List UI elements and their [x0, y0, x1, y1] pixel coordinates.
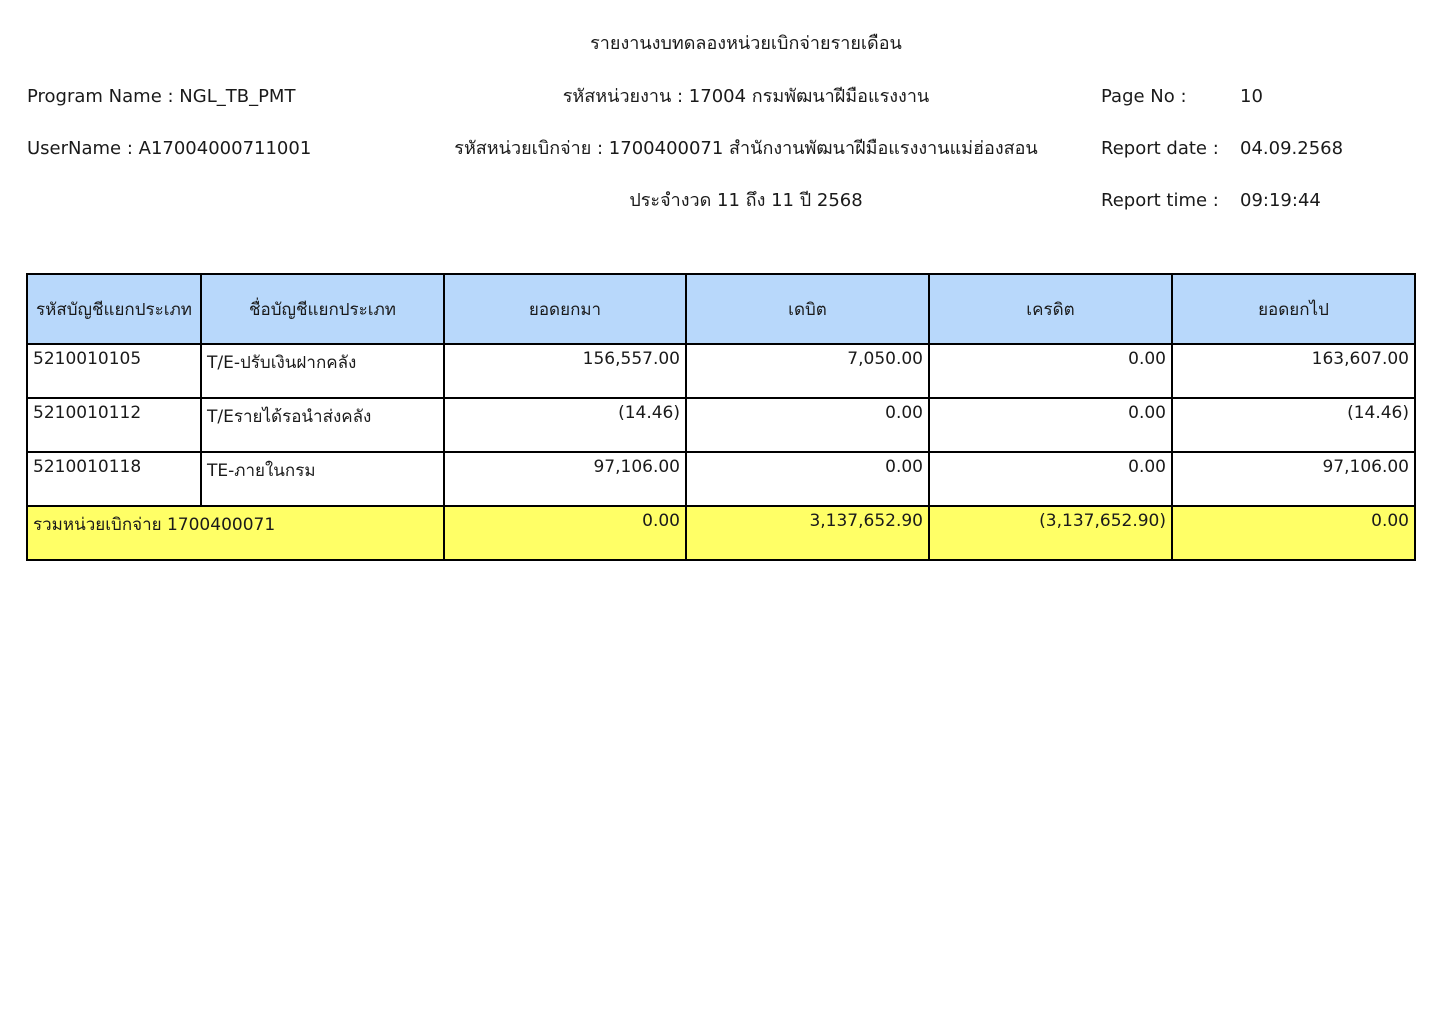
- column-header: เครดิต: [929, 274, 1172, 344]
- column-header: เดบิต: [686, 274, 929, 344]
- column-header: ยอดยกมา: [444, 274, 686, 344]
- debit-cell: 0.00: [686, 398, 929, 452]
- table-row: [27, 344, 1415, 398]
- period: ประจำงวด 11 ถึง 11 ปี 2568: [629, 190, 863, 211]
- account-name-cell: TE-ภายในกรม: [201, 452, 444, 506]
- account-name-cell: T/E-ปรับเงินฝากคลัง: [201, 344, 444, 398]
- report-title: รายงานงบทดลองหน่วยเบิกจ่ายรายเดือน: [590, 33, 902, 54]
- report-time-label: Report time :: [1101, 190, 1219, 211]
- account-name-cell: T/Eรายได้รอนำส่งคลัง: [201, 398, 444, 452]
- username: UserName : A17004000711001: [27, 138, 312, 159]
- report-date-value: 04.09.2568: [1240, 138, 1344, 159]
- credit-cell: 0.00: [929, 452, 1172, 506]
- account-code-cell: 5210010112: [27, 398, 201, 452]
- debit-cell: 0.00: [686, 452, 929, 506]
- table-header-row: [27, 274, 1415, 344]
- column-header: ชื่อบัญชีแยกประเภท: [201, 274, 444, 344]
- page-no-value: 10: [1240, 86, 1263, 107]
- disbursement-unit-code: รหัสหน่วยเบิกจ่าย : 1700400071 สำนักงานพัฒนาฝีมือแรงงานแม่ฮ่องสอน: [454, 138, 1038, 159]
- report-date-label: Report date :: [1101, 138, 1219, 159]
- carried-forward-cell: 97,106.00: [1172, 452, 1415, 506]
- brought-forward-cell: (14.46): [444, 398, 686, 452]
- credit-cell: 0.00: [929, 398, 1172, 452]
- total-carried-forward: 0.00: [1172, 506, 1415, 560]
- credit-cell: 0.00: [929, 344, 1172, 398]
- brought-forward-cell: 156,557.00: [444, 344, 686, 398]
- total-row: [27, 506, 1415, 560]
- column-header: รหัสบัญชีแยกประเภท: [27, 274, 201, 344]
- total-debit: 3,137,652.90: [686, 506, 929, 560]
- carried-forward-cell: (14.46): [1172, 398, 1415, 452]
- table-row: [27, 398, 1415, 452]
- carried-forward-cell: 163,607.00: [1172, 344, 1415, 398]
- account-code-cell: 5210010105: [27, 344, 201, 398]
- total-credit: (3,137,652.90): [929, 506, 1172, 560]
- page-no-label: Page No :: [1101, 86, 1187, 107]
- account-code-cell: 5210010118: [27, 452, 201, 506]
- org-code: รหัสหน่วยงาน : 17004 กรมพัฒนาฝีมือแรงงาน: [562, 86, 930, 107]
- trial-balance-table: [26, 273, 1416, 561]
- total-brought-forward: 0.00: [444, 506, 686, 560]
- column-header: ยอดยกไป: [1172, 274, 1415, 344]
- report-time-value: 09:19:44: [1240, 190, 1321, 211]
- total-label: รวมหน่วยเบิกจ่าย 1700400071: [27, 506, 444, 560]
- table-row: [27, 452, 1415, 506]
- brought-forward-cell: 97,106.00: [444, 452, 686, 506]
- debit-cell: 7,050.00: [686, 344, 929, 398]
- program-name: Program Name : NGL_TB_PMT: [27, 86, 296, 107]
